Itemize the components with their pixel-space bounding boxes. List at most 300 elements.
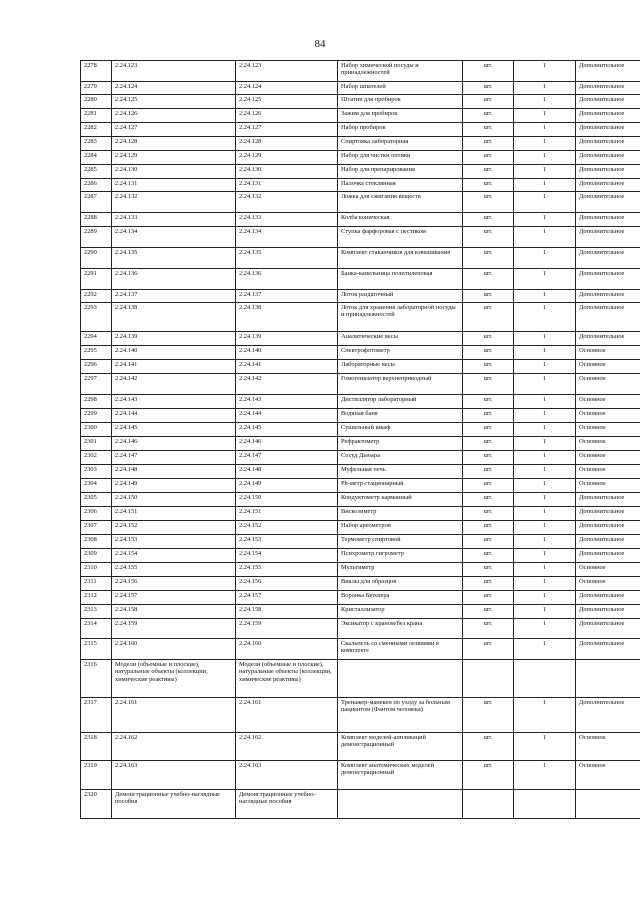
quantity-cell: 1 bbox=[514, 332, 576, 346]
category-cell: Основное bbox=[576, 374, 640, 395]
code-cell: 2.24.146 bbox=[112, 437, 236, 451]
category-cell: Основное bbox=[576, 733, 640, 761]
table-row bbox=[81, 698, 640, 733]
code-duplicate-cell: 2.24.149 bbox=[236, 479, 338, 493]
code-duplicate-cell: 2.24.125 bbox=[236, 95, 338, 109]
category-cell: Дополнительное bbox=[576, 151, 640, 165]
table-row bbox=[81, 227, 640, 248]
code-cell: 2.24.125 bbox=[112, 95, 236, 109]
code-duplicate-cell: 2.24.152 bbox=[236, 521, 338, 535]
code-duplicate-cell: 2.24.154 bbox=[236, 549, 338, 563]
category-cell: Основное bbox=[576, 577, 640, 591]
item-name-cell: Ph-метр стационарный bbox=[338, 479, 463, 493]
row-number-cell: 2312 bbox=[81, 591, 112, 605]
item-name-cell: Сушильный шкаф bbox=[338, 423, 463, 437]
row-number-cell: 2282 bbox=[81, 123, 112, 137]
quantity-cell: 1 bbox=[514, 451, 576, 465]
row-number-cell: 2284 bbox=[81, 151, 112, 165]
table-row bbox=[81, 137, 640, 151]
quantity-cell: 1 bbox=[514, 639, 576, 660]
code-cell: 2.24.147 bbox=[112, 451, 236, 465]
item-name-cell: Муфельная печь bbox=[338, 465, 463, 479]
quantity-cell: 1 bbox=[514, 192, 576, 213]
quantity-cell: 1 bbox=[514, 179, 576, 192]
unit-cell: шт. bbox=[463, 123, 514, 137]
item-name-cell: Палочка стеклянная bbox=[338, 179, 463, 192]
unit-cell bbox=[463, 660, 514, 698]
table-row bbox=[81, 507, 640, 521]
table-row bbox=[81, 423, 640, 437]
category-cell: Основное bbox=[576, 465, 640, 479]
quantity-cell: 1 bbox=[514, 213, 576, 227]
item-name-cell: Спиртовка лабораторная bbox=[338, 137, 463, 151]
code-duplicate-cell: 2.24.130 bbox=[236, 165, 338, 179]
row-number-cell: 2285 bbox=[81, 165, 112, 179]
category-cell: Дополнительное bbox=[576, 192, 640, 213]
table-row bbox=[81, 248, 640, 269]
unit-cell: шт. bbox=[463, 591, 514, 605]
quantity-cell: 1 bbox=[514, 423, 576, 437]
unit-cell: шт. bbox=[463, 213, 514, 227]
code-cell: 2.24.129 bbox=[112, 151, 236, 165]
row-number-cell: 2283 bbox=[81, 137, 112, 151]
table-row bbox=[81, 493, 640, 507]
row-number-cell: 2315 bbox=[81, 639, 112, 660]
item-name-cell: Комплект анатомических моделей демонстрационный bbox=[338, 761, 463, 790]
row-number-cell: 2294 bbox=[81, 332, 112, 346]
code-cell: 2.24.143 bbox=[112, 395, 236, 409]
category-cell: Дополнительное bbox=[576, 493, 640, 507]
row-number-cell: 2290 bbox=[81, 248, 112, 269]
code-duplicate-cell: 2.24.151 bbox=[236, 507, 338, 521]
code-duplicate-cell: 2.24.128 bbox=[236, 137, 338, 151]
category-cell: Дополнительное bbox=[576, 549, 640, 563]
item-name-cell: Сосуд Дьюара bbox=[338, 451, 463, 465]
table-row bbox=[81, 619, 640, 639]
quantity-cell: 1 bbox=[514, 165, 576, 179]
code-cell: 2.24.133 bbox=[112, 213, 236, 227]
category-cell: Дополнительное bbox=[576, 109, 640, 123]
category-cell: Дополнительное bbox=[576, 303, 640, 332]
item-name-cell bbox=[338, 660, 463, 698]
table-row bbox=[81, 605, 640, 619]
item-name-cell: Набор для чистки оптики bbox=[338, 151, 463, 165]
unit-cell: шт. bbox=[463, 61, 514, 82]
code-cell: 2.24.163 bbox=[112, 761, 236, 790]
item-name-cell: Ступка фарфоровая с пестиком bbox=[338, 227, 463, 248]
table-row bbox=[81, 82, 640, 95]
table-row bbox=[81, 360, 640, 374]
category-cell: Дополнительное bbox=[576, 227, 640, 248]
code-cell: 2.24.128 bbox=[112, 137, 236, 151]
unit-cell: шт. bbox=[463, 95, 514, 109]
code-duplicate-cell: 2.24.139 bbox=[236, 332, 338, 346]
category-cell: Основное bbox=[576, 360, 640, 374]
quantity-cell: 1 bbox=[514, 761, 576, 790]
item-name-cell: Лоток раздаточный bbox=[338, 290, 463, 303]
code-cell: 2.24.140 bbox=[112, 346, 236, 360]
category-cell: Дополнительное bbox=[576, 165, 640, 179]
category-cell: Основное bbox=[576, 346, 640, 360]
category-cell: Дополнительное bbox=[576, 639, 640, 660]
code-cell: 2.24.152 bbox=[112, 521, 236, 535]
code-cell: 2.24.135 bbox=[112, 248, 236, 269]
item-name-cell: Ложка для сжигания веществ bbox=[338, 192, 463, 213]
row-number-cell: 2313 bbox=[81, 605, 112, 619]
code-cell: 2.24.153 bbox=[112, 535, 236, 549]
row-number-cell: 2296 bbox=[81, 360, 112, 374]
item-name-cell: Тренажер-манекен по уходу за больным пациентом (Фантом человека) bbox=[338, 698, 463, 733]
unit-cell: шт. bbox=[463, 549, 514, 563]
item-name-cell: Лабораторные весы bbox=[338, 360, 463, 374]
quantity-cell: 1 bbox=[514, 151, 576, 165]
item-name-cell: Кристаллизатор bbox=[338, 605, 463, 619]
category-cell: Дополнительное bbox=[576, 137, 640, 151]
quantity-cell: 1 bbox=[514, 549, 576, 563]
code-cell: 2.24.131 bbox=[112, 179, 236, 192]
quantity-cell: 1 bbox=[514, 619, 576, 639]
code-duplicate-cell: 2.24.156 bbox=[236, 577, 338, 591]
category-cell: Основное bbox=[576, 395, 640, 409]
table-row bbox=[81, 395, 640, 409]
item-name-cell: Набор ареометров bbox=[338, 521, 463, 535]
category-cell: Основное bbox=[576, 563, 640, 577]
table-row bbox=[81, 591, 640, 605]
table-row bbox=[81, 660, 640, 698]
row-number-cell: 2292 bbox=[81, 290, 112, 303]
category-cell: Дополнительное bbox=[576, 123, 640, 137]
row-number-cell: 2301 bbox=[81, 437, 112, 451]
item-name-cell: Зажим для пробирок bbox=[338, 109, 463, 123]
category-cell: Дополнительное bbox=[576, 332, 640, 346]
quantity-cell: 1 bbox=[514, 507, 576, 521]
quantity-cell: 1 bbox=[514, 227, 576, 248]
quantity-cell: 1 bbox=[514, 437, 576, 451]
code-duplicate-cell: 2.24.144 bbox=[236, 409, 338, 423]
quantity-cell: 1 bbox=[514, 374, 576, 395]
quantity-cell: 1 bbox=[514, 605, 576, 619]
code-cell: 2.24.160 bbox=[112, 639, 236, 660]
category-cell: Дополнительное bbox=[576, 619, 640, 639]
table-row bbox=[81, 577, 640, 591]
table-row bbox=[81, 290, 640, 303]
code-cell: 2.24.141 bbox=[112, 360, 236, 374]
category-cell: Дополнительное bbox=[576, 82, 640, 95]
unit-cell: шт. bbox=[463, 733, 514, 761]
item-name-cell: Водяная баня bbox=[338, 409, 463, 423]
table-row bbox=[81, 790, 640, 819]
row-number-cell: 2303 bbox=[81, 465, 112, 479]
item-name-cell: Штатив для пробирок bbox=[338, 95, 463, 109]
row-number-cell: 2281 bbox=[81, 109, 112, 123]
item-name-cell: Спектрофотометр bbox=[338, 346, 463, 360]
code-duplicate-cell: 2.24.153 bbox=[236, 535, 338, 549]
quantity-cell: 1 bbox=[514, 346, 576, 360]
row-number-cell: 2293 bbox=[81, 303, 112, 332]
quantity-cell: 1 bbox=[514, 577, 576, 591]
category-cell: Дополнительное bbox=[576, 269, 640, 290]
quantity-cell: 1 bbox=[514, 465, 576, 479]
quantity-cell bbox=[514, 790, 576, 819]
quantity-cell: 1 bbox=[514, 123, 576, 137]
row-number-cell: 2287 bbox=[81, 192, 112, 213]
category-cell: Дополнительное bbox=[576, 290, 640, 303]
quantity-cell: 1 bbox=[514, 563, 576, 577]
unit-cell: шт. bbox=[463, 269, 514, 290]
code-cell: 2.24.159 bbox=[112, 619, 236, 639]
code-cell: 2.24.126 bbox=[112, 109, 236, 123]
unit-cell: шт. bbox=[463, 761, 514, 790]
code-cell: 2.24.158 bbox=[112, 605, 236, 619]
unit-cell: шт. bbox=[463, 619, 514, 639]
table-row bbox=[81, 95, 640, 109]
category-cell bbox=[576, 790, 640, 819]
category-cell: Дополнительное bbox=[576, 698, 640, 733]
row-number-cell: 2302 bbox=[81, 451, 112, 465]
code-duplicate-cell: 2.24.163 bbox=[236, 761, 338, 790]
code-duplicate-cell: 2.24.132 bbox=[236, 192, 338, 213]
quantity-cell: 1 bbox=[514, 733, 576, 761]
table-row bbox=[81, 451, 640, 465]
row-number-cell: 2298 bbox=[81, 395, 112, 409]
item-name-cell: Гомогенизатор верхнеприводный bbox=[338, 374, 463, 395]
category-cell: Основное bbox=[576, 761, 640, 790]
category-cell: Дополнительное bbox=[576, 535, 640, 549]
page-number: 84 bbox=[314, 38, 326, 50]
table-row bbox=[81, 563, 640, 577]
equipment-table bbox=[80, 60, 640, 819]
table-row bbox=[81, 332, 640, 346]
quantity-cell: 1 bbox=[514, 137, 576, 151]
table-row bbox=[81, 165, 640, 179]
item-name-cell: Колба коническая bbox=[338, 213, 463, 227]
unit-cell: шт. bbox=[463, 303, 514, 332]
table-row bbox=[81, 269, 640, 290]
unit-cell: шт. bbox=[463, 395, 514, 409]
code-cell: 2.24.136 bbox=[112, 269, 236, 290]
item-name-cell: Банка-капельница политиленовая bbox=[338, 269, 463, 290]
item-name-cell: Набор пробирок bbox=[338, 123, 463, 137]
code-duplicate-cell: 2.24.126 bbox=[236, 109, 338, 123]
item-name-cell: Комплект стаканчиков для взвешивания bbox=[338, 248, 463, 269]
row-number-cell: 2289 bbox=[81, 227, 112, 248]
table-row bbox=[81, 303, 640, 332]
quantity-cell: 1 bbox=[514, 82, 576, 95]
unit-cell: шт. bbox=[463, 137, 514, 151]
category-cell: Дополнительное bbox=[576, 95, 640, 109]
category-cell: Основное bbox=[576, 423, 640, 437]
table-row bbox=[81, 61, 640, 82]
code-duplicate-cell: 2.24.158 bbox=[236, 605, 338, 619]
code-duplicate-cell: 2.24.135 bbox=[236, 248, 338, 269]
quantity-cell: 1 bbox=[514, 591, 576, 605]
code-duplicate-cell: 2.24.127 bbox=[236, 123, 338, 137]
unit-cell: шт. bbox=[463, 451, 514, 465]
unit-cell: шт. bbox=[463, 165, 514, 179]
quantity-cell bbox=[514, 660, 576, 698]
category-cell: Основное bbox=[576, 451, 640, 465]
item-name-cell: Эксикатор с краном/без крана bbox=[338, 619, 463, 639]
code-duplicate-cell: 2.24.133 bbox=[236, 213, 338, 227]
row-number-cell: 2278 bbox=[81, 61, 112, 82]
code-duplicate-cell: 2.24.150 bbox=[236, 493, 338, 507]
unit-cell: шт. bbox=[463, 698, 514, 733]
item-name-cell: Мультиметр bbox=[338, 563, 463, 577]
unit-cell: шт. bbox=[463, 409, 514, 423]
code-duplicate-cell: 2.24.148 bbox=[236, 465, 338, 479]
item-name-cell: Вискозиметр bbox=[338, 507, 463, 521]
row-number-cell: 2295 bbox=[81, 346, 112, 360]
quantity-cell: 1 bbox=[514, 290, 576, 303]
unit-cell: шт. bbox=[463, 577, 514, 591]
item-name-cell bbox=[338, 790, 463, 819]
unit-cell: шт. bbox=[463, 346, 514, 360]
item-name-cell: Виалы для образцов bbox=[338, 577, 463, 591]
code-cell: 2.24.132 bbox=[112, 192, 236, 213]
quantity-cell: 1 bbox=[514, 521, 576, 535]
row-number-cell: 2318 bbox=[81, 733, 112, 761]
unit-cell: шт. bbox=[463, 465, 514, 479]
table-row bbox=[81, 549, 640, 563]
row-number-cell: 2304 bbox=[81, 479, 112, 493]
table-row bbox=[81, 192, 640, 213]
row-number-cell: 2308 bbox=[81, 535, 112, 549]
item-name-cell: Психрометр гигрометр bbox=[338, 549, 463, 563]
row-number-cell: 2316 bbox=[81, 660, 112, 698]
code-cell: 2.24.142 bbox=[112, 374, 236, 395]
row-number-cell: 2310 bbox=[81, 563, 112, 577]
category-cell: Дополнительное bbox=[576, 507, 640, 521]
item-name-cell: Дистиллятор лабораторный bbox=[338, 395, 463, 409]
category-cell: Дополнительное bbox=[576, 521, 640, 535]
row-number-cell: 2299 bbox=[81, 409, 112, 423]
quantity-cell: 1 bbox=[514, 61, 576, 82]
table-body bbox=[81, 61, 640, 819]
code-duplicate-cell: 2.24.145 bbox=[236, 423, 338, 437]
row-number-cell: 2306 bbox=[81, 507, 112, 521]
table-row bbox=[81, 109, 640, 123]
table-row bbox=[81, 437, 640, 451]
unit-cell: шт. bbox=[463, 290, 514, 303]
item-name-cell: Комплект моделей-аппликаций демонстрационный bbox=[338, 733, 463, 761]
code-cell: Модели (объемные и плоские), натуральные объекты (коллекции, химические реактивы) bbox=[112, 660, 236, 698]
code-cell: 2.24.138 bbox=[112, 303, 236, 332]
unit-cell: шт. bbox=[463, 535, 514, 549]
code-duplicate-cell: 2.24.136 bbox=[236, 269, 338, 290]
unit-cell: шт. bbox=[463, 493, 514, 507]
item-name-cell: Скальпель со сменными лезвиями в комплекте bbox=[338, 639, 463, 660]
code-duplicate-cell: 2.24.157 bbox=[236, 591, 338, 605]
unit-cell: шт. bbox=[463, 437, 514, 451]
code-cell: 2.24.154 bbox=[112, 549, 236, 563]
table-row bbox=[81, 521, 640, 535]
code-cell: 2.24.148 bbox=[112, 465, 236, 479]
code-cell: 2.24.139 bbox=[112, 332, 236, 346]
category-cell: Основное bbox=[576, 479, 640, 493]
code-duplicate-cell: 2.24.160 bbox=[236, 639, 338, 660]
code-duplicate-cell: 2.24.134 bbox=[236, 227, 338, 248]
code-cell: 2.24.150 bbox=[112, 493, 236, 507]
quantity-cell: 1 bbox=[514, 479, 576, 493]
code-cell: 2.24.151 bbox=[112, 507, 236, 521]
code-duplicate-cell: 2.24.162 bbox=[236, 733, 338, 761]
row-number-cell: 2297 bbox=[81, 374, 112, 395]
unit-cell: шт. bbox=[463, 423, 514, 437]
code-duplicate-cell: Модели (объемные и плоские), натуральные объекты (коллекции, химические реактивы) bbox=[236, 660, 338, 698]
category-cell: Дополнительное bbox=[576, 591, 640, 605]
table-row bbox=[81, 479, 640, 493]
table-row bbox=[81, 465, 640, 479]
item-name-cell: Лоток для хранения лабораторной посуды и принадлежностей bbox=[338, 303, 463, 332]
code-duplicate-cell: 2.24.146 bbox=[236, 437, 338, 451]
unit-cell: шт. bbox=[463, 374, 514, 395]
unit-cell: шт. bbox=[463, 521, 514, 535]
row-number-cell: 2288 bbox=[81, 213, 112, 227]
code-duplicate-cell: 2.24.129 bbox=[236, 151, 338, 165]
row-number-cell: 2279 bbox=[81, 82, 112, 95]
row-number-cell: 2291 bbox=[81, 269, 112, 290]
unit-cell: шт. bbox=[463, 179, 514, 192]
code-duplicate-cell: 2.24.155 bbox=[236, 563, 338, 577]
category-cell: Дополнительное bbox=[576, 605, 640, 619]
code-duplicate-cell: 2.24.123 bbox=[236, 61, 338, 82]
row-number-cell: 2320 bbox=[81, 790, 112, 819]
category-cell: Дополнительное bbox=[576, 61, 640, 82]
quantity-cell: 1 bbox=[514, 395, 576, 409]
unit-cell: шт. bbox=[463, 360, 514, 374]
table-row bbox=[81, 733, 640, 761]
table-row bbox=[81, 409, 640, 423]
category-cell: Дополнительное bbox=[576, 213, 640, 227]
code-cell: 2.24.144 bbox=[112, 409, 236, 423]
table-row bbox=[81, 179, 640, 192]
row-number-cell: 2309 bbox=[81, 549, 112, 563]
code-duplicate-cell: 2.24.137 bbox=[236, 290, 338, 303]
row-number-cell: 2280 bbox=[81, 95, 112, 109]
code-cell: 2.24.145 bbox=[112, 423, 236, 437]
code-cell: 2.24.157 bbox=[112, 591, 236, 605]
row-number-cell: 2311 bbox=[81, 577, 112, 591]
row-number-cell: 2314 bbox=[81, 619, 112, 639]
unit-cell: шт. bbox=[463, 248, 514, 269]
quantity-cell: 1 bbox=[514, 360, 576, 374]
code-cell: 2.24.124 bbox=[112, 82, 236, 95]
table-row bbox=[81, 374, 640, 395]
category-cell: Дополнительное bbox=[576, 248, 640, 269]
quantity-cell: 1 bbox=[514, 409, 576, 423]
category-cell: Дополнительное bbox=[576, 179, 640, 192]
code-cell: 2.24.155 bbox=[112, 563, 236, 577]
code-cell: 2.24.127 bbox=[112, 123, 236, 137]
code-duplicate-cell: 2.24.142 bbox=[236, 374, 338, 395]
category-cell bbox=[576, 660, 640, 698]
category-cell: Основное bbox=[576, 437, 640, 451]
row-number-cell: 2305 bbox=[81, 493, 112, 507]
code-duplicate-cell: 2.24.138 bbox=[236, 303, 338, 332]
code-cell: 2.24.162 bbox=[112, 733, 236, 761]
code-duplicate-cell: 2.24.147 bbox=[236, 451, 338, 465]
code-cell: 2.24.149 bbox=[112, 479, 236, 493]
table-row bbox=[81, 123, 640, 137]
unit-cell: шт. bbox=[463, 227, 514, 248]
quantity-cell: 1 bbox=[514, 698, 576, 733]
table-row bbox=[81, 346, 640, 360]
code-duplicate-cell: 2.24.141 bbox=[236, 360, 338, 374]
unit-cell: шт. bbox=[463, 563, 514, 577]
category-cell: Основное bbox=[576, 409, 640, 423]
code-duplicate-cell: 2.24.124 bbox=[236, 82, 338, 95]
item-name-cell: Набор шпателей bbox=[338, 82, 463, 95]
